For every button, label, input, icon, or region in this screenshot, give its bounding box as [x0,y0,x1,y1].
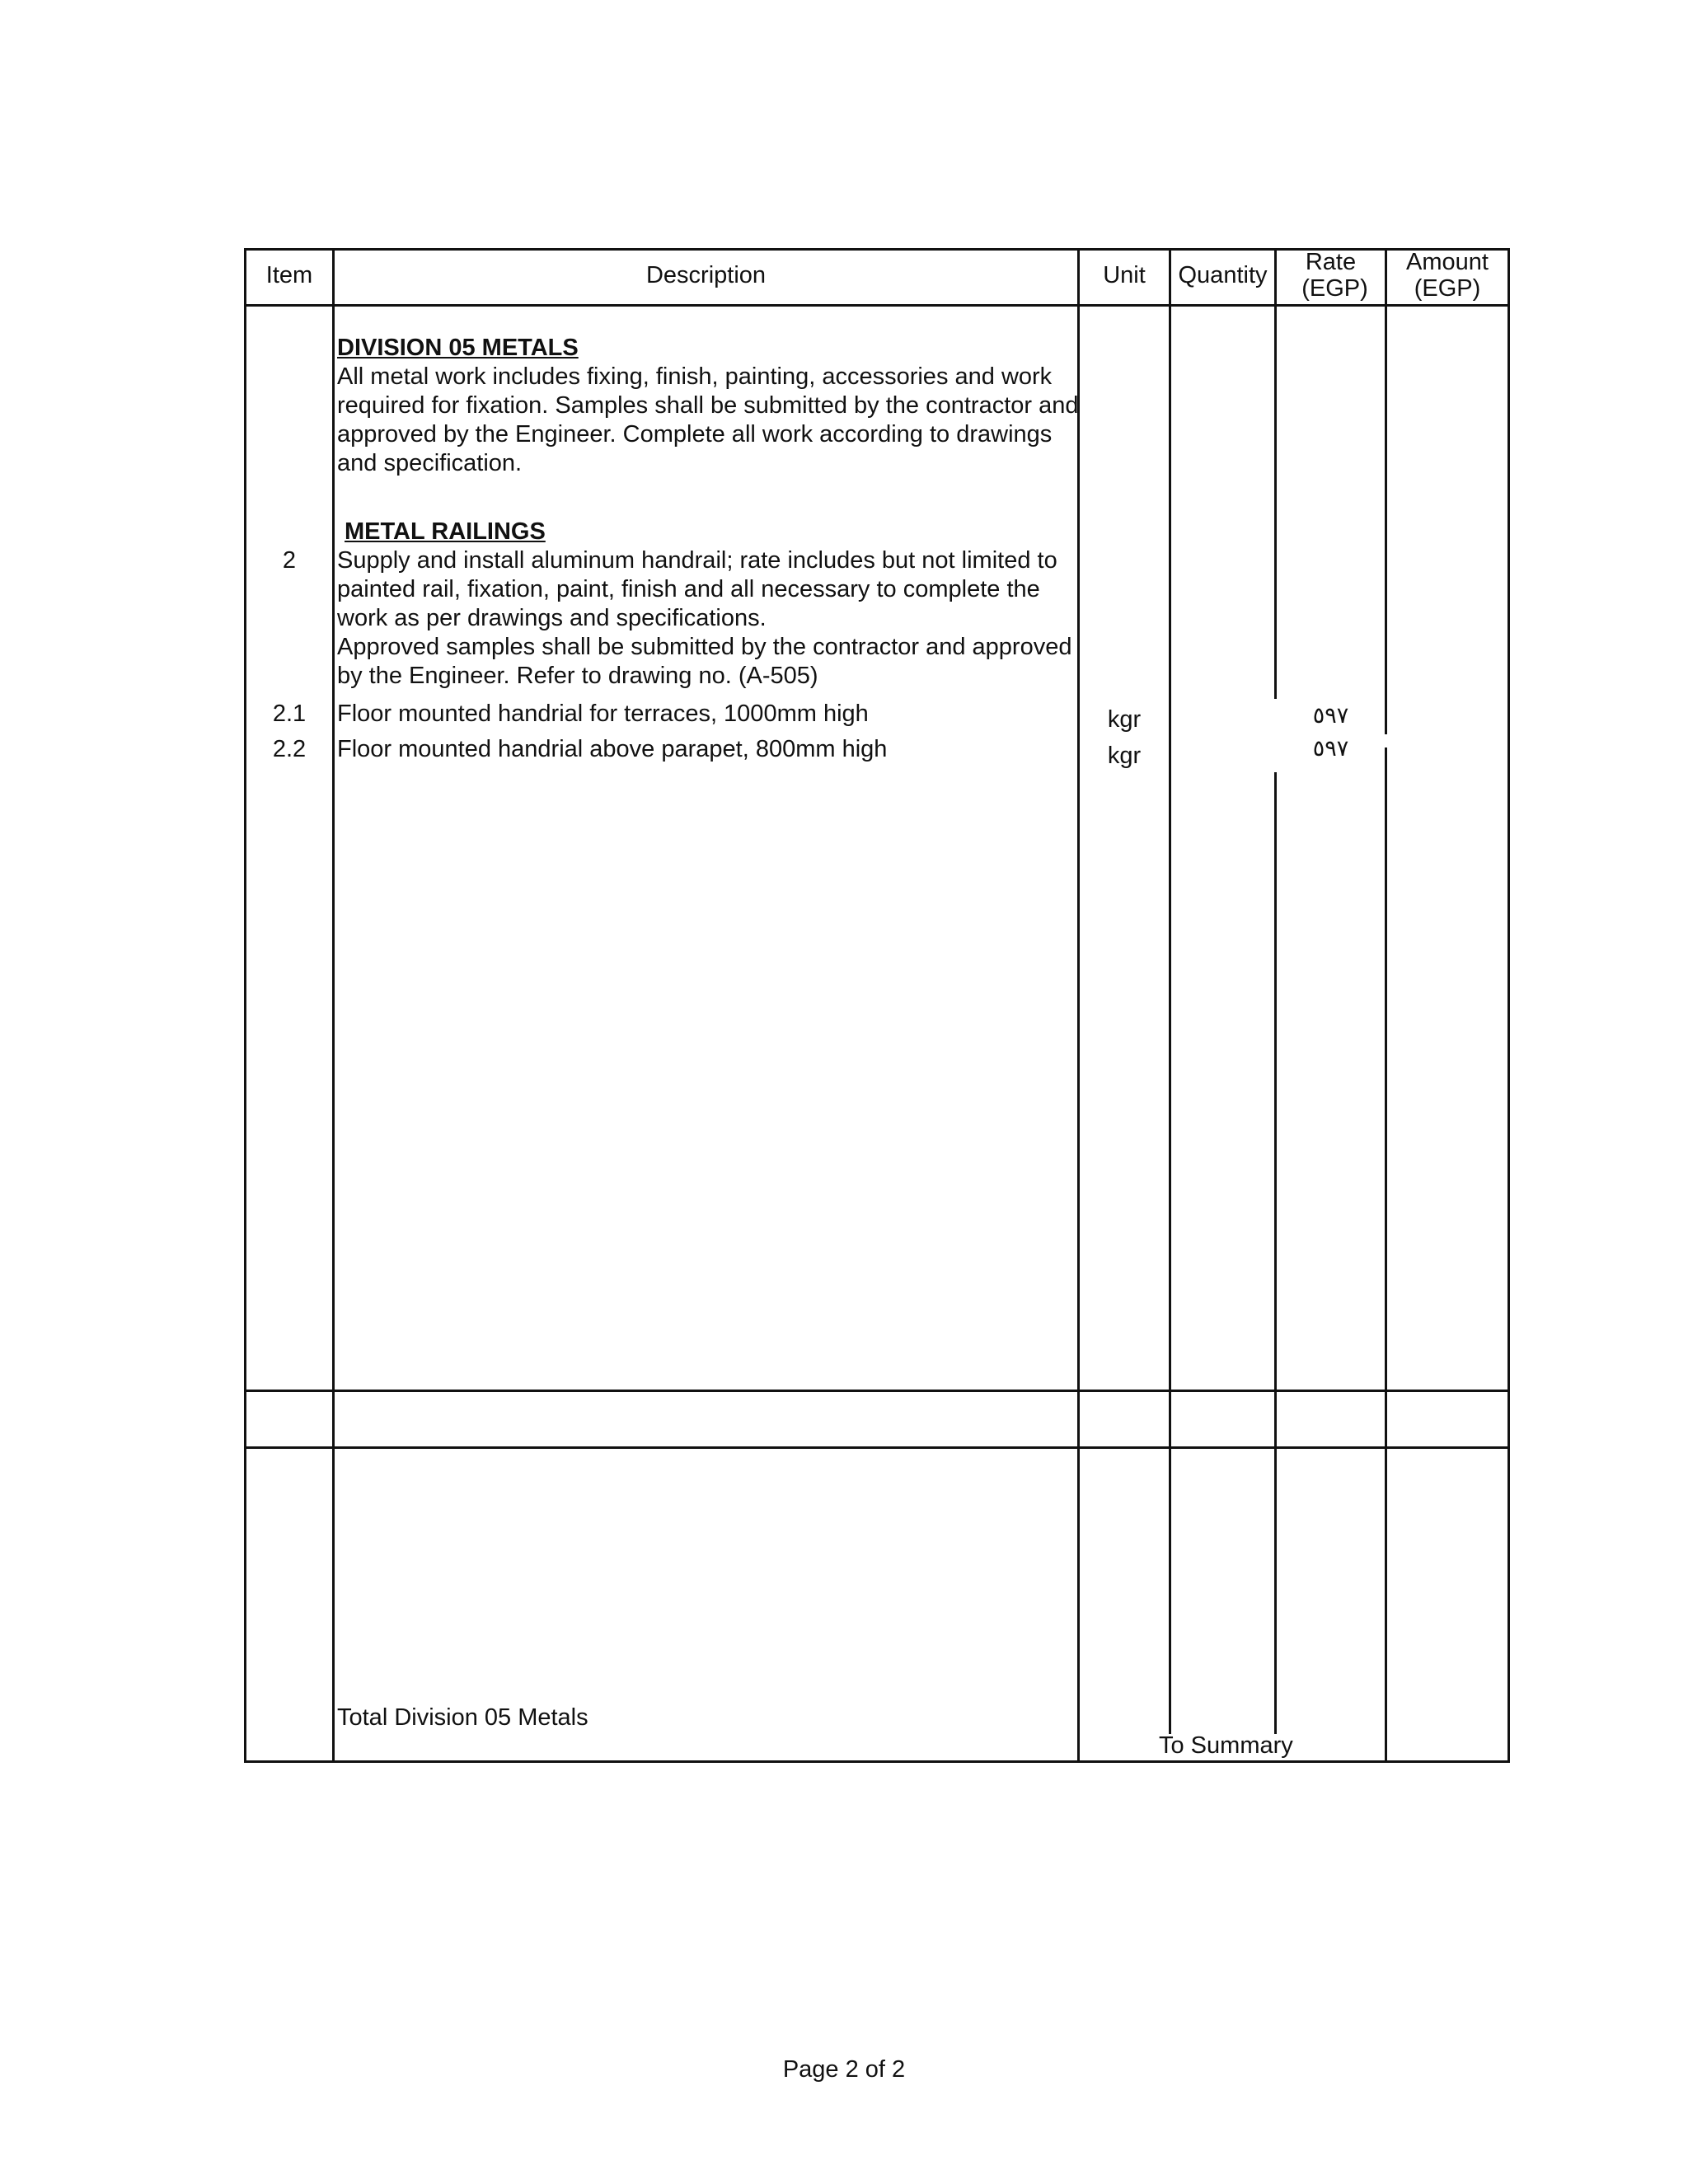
unit-column-divider [1169,248,1171,1734]
total-label: Total Division 05 Metals [337,1704,588,1731]
division-text-line: All metal work includes fixing, finish, painting, accessories and work [337,363,1053,390]
division-text-line: approved by the Engineer. Complete all work according to drawings [337,421,1053,448]
header-description: Description [645,262,767,288]
division-text-line: required for fixation. Samples shall be submitted by the contractor and [337,392,1079,419]
header-rate-currency: (EGP) [1301,275,1368,302]
header-amount: Amount [1406,249,1489,275]
row-unit: kgr [1107,706,1142,733]
section-title: METAL RAILINGS [345,518,546,545]
row-rate: ٥٩٧ [1312,703,1349,729]
quantity-column-divider [1274,248,1277,699]
row-rate: ٥٩٧ [1312,736,1349,762]
item-column-divider [332,248,335,1763]
row-item-number: 2.1 [272,701,307,727]
rate-column-divider [1385,748,1387,1763]
header-amount-currency: (EGP) [1414,275,1481,302]
quantity-column-divider [1274,772,1277,1734]
division-text-line: and specification. [337,450,523,476]
table-left-border [244,248,246,1763]
rate-column-divider [1385,248,1387,734]
section-text-line: work as per drawings and specifications. [337,605,767,631]
section-text-line: Supply and install aluminum handrail; rate includes but not limited to [337,547,1057,574]
row-description: Floor mounted handrial above parapet, 800mm high [337,736,888,762]
section-text-line: painted rail, fixation, paint, finish and all necessary to complete the [337,576,1040,602]
division-title: DIVISION 05 METALS [337,335,579,361]
header-quantity: Quantity [1178,262,1268,288]
boq-table [244,248,1510,1763]
row-item-number: 2.2 [272,736,307,762]
row-unit: kgr [1107,743,1142,769]
blank-row-bottom-border [244,1446,1510,1449]
header-item: Item [265,262,313,288]
header-bottom-border [244,304,1510,307]
body-bottom-border [244,1390,1510,1392]
description-column-divider [1077,248,1080,1763]
row-description: Floor mounted handrial for terraces, 1000mm high [337,701,869,727]
header-rate: Rate [1305,249,1357,275]
to-summary-label: To Summary [1159,1732,1293,1759]
page-number: Page 2 of 2 [782,2056,906,2083]
table-bottom-border [244,1760,1510,1763]
section-text-line: by the Engineer. Refer to drawing no. (A-505) [337,663,818,689]
section-text-line: Approved samples shall be submitted by the contractor and approved [337,634,1072,660]
section-item-number: 2 [282,547,297,574]
header-unit: Unit [1103,262,1146,288]
table-right-border [1507,248,1510,1763]
